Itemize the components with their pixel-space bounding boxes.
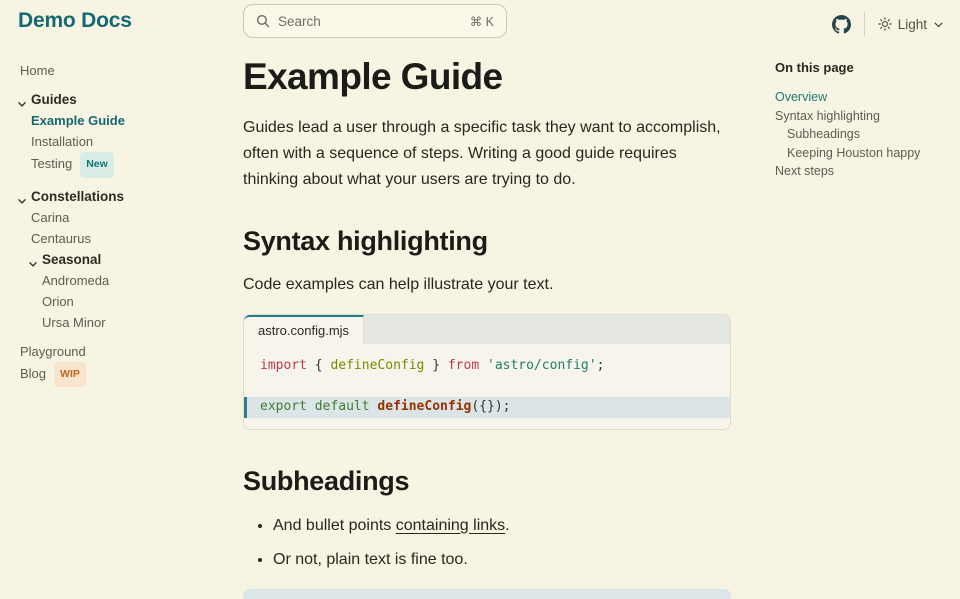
- chevron-down-icon: [933, 19, 944, 30]
- sidebar-item-example-guide[interactable]: [0, 110, 235, 131]
- sidebar-item-label: Example Guide: [31, 113, 125, 128]
- list-item: • Or not, plain text is fine too.: [273, 547, 731, 573]
- sidebar-item-blog[interactable]: [0, 362, 235, 388]
- sidebar-item-label: Ursa Minor: [42, 314, 106, 330]
- search-placeholder: Search: [278, 13, 321, 29]
- sidebar-item-playground[interactable]: [0, 341, 235, 362]
- code-line: [244, 377, 730, 398]
- site-title[interactable]: Demo Docs: [18, 9, 132, 32]
- toc-item-subheadings[interactable]: Subheadings: [787, 127, 860, 141]
- sidebar-item-orion[interactable]: [0, 291, 235, 312]
- search-input[interactable]: [243, 4, 507, 38]
- search-icon: [256, 14, 270, 28]
- code-body: [244, 344, 730, 429]
- sidebar-item-label: Guides: [31, 92, 77, 107]
- sidebar-item-label: Playground: [20, 343, 86, 359]
- section-heading-subheadings: Subheadings: [243, 465, 410, 496]
- sidebar-item-constellations[interactable]: [0, 186, 235, 207]
- theme-select[interactable]: [878, 17, 944, 32]
- main-content: [243, 48, 731, 599]
- status-badge: WIP: [54, 362, 86, 388]
- sidebar-item-andromeda[interactable]: [0, 270, 235, 291]
- toc-item-next-steps[interactable]: Next steps: [775, 164, 835, 178]
- sidebar-item-ursa-minor[interactable]: [0, 312, 235, 333]
- cut-off-panel: [243, 589, 731, 599]
- sidebar-item-label: Seasonal: [42, 251, 102, 267]
- sidebar-item-guides[interactable]: [0, 89, 235, 110]
- toc: [775, 48, 955, 181]
- header-divider: [864, 12, 865, 36]
- sidebar-item-label: Centaurus: [31, 230, 91, 246]
- syntax-paragraph: Code examples can help illustrate your text.: [243, 276, 554, 293]
- toc-item-syntax-highlighting[interactable]: Syntax highlighting: [775, 108, 880, 123]
- status-badge: New: [80, 152, 114, 178]
- sidebar-item-label: Blog: [20, 365, 47, 381]
- sidebar-item-label: Home: [20, 63, 55, 78]
- search-shortcut: ⌘ K: [469, 14, 494, 29]
- sidebar-item-testing[interactable]: [0, 152, 235, 178]
- toc-title: On this page: [775, 60, 854, 75]
- code-line: import { defineConfig } from 'astro/config';: [260, 358, 605, 373]
- section-heading-syntax: Syntax highlighting: [243, 226, 488, 256]
- toc-list: [775, 88, 955, 181]
- sidebar-nav: [0, 48, 235, 387]
- list-item: • And bullet points containing links.: [273, 513, 731, 539]
- bullet-list: [243, 513, 731, 573]
- code-block: [243, 314, 731, 430]
- github-icon: [832, 15, 851, 34]
- code-tab[interactable]: astro.config.mjs: [244, 315, 364, 344]
- intro-paragraph: Guides lead a user through a specific task they want to accomplish, often with a sequence of steps. Writing a good guide requires thinking about what your users are trying to do.: [243, 119, 721, 188]
- sidebar-item-label: Orion: [42, 293, 74, 309]
- code-line: export default defineConfig({});: [244, 397, 730, 418]
- sidebar-item-label: Testing: [31, 156, 73, 171]
- sidebar-item-label: Installation: [31, 134, 94, 149]
- sidebar-item-seasonal[interactable]: [0, 249, 235, 270]
- page-title: Example Guide: [243, 56, 503, 97]
- sidebar-item-label: Constellations: [31, 188, 125, 204]
- sidebar-item-installation[interactable]: [0, 131, 235, 152]
- sidebar-item-label: Carina: [31, 209, 70, 225]
- code-tab-bar: [244, 315, 730, 344]
- header: [0, 0, 960, 48]
- github-link[interactable]: [832, 15, 851, 34]
- sidebar-item-label: Andromeda: [42, 272, 110, 288]
- sidebar-item-home[interactable]: [0, 60, 235, 81]
- toc-item-keeping-houston-happy[interactable]: Keeping Houston happy: [787, 145, 921, 160]
- sun-icon: [878, 17, 892, 31]
- inline-link[interactable]: containing links: [395, 516, 506, 534]
- toc-item-overview[interactable]: Overview: [775, 90, 828, 104]
- sidebar-item-carina[interactable]: [0, 207, 235, 228]
- sidebar-item-centaurus[interactable]: [0, 228, 235, 249]
- theme-label: Light: [897, 16, 927, 32]
